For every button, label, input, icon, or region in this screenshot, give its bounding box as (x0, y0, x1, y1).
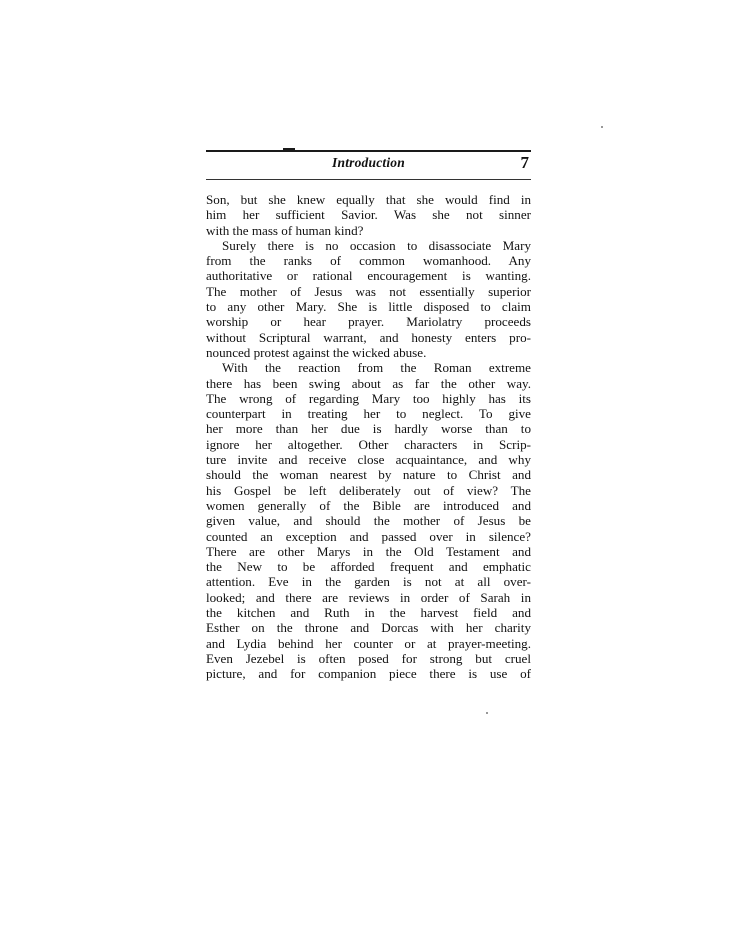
text-line: women generally of the Bible are introduced and (206, 497, 531, 513)
text-line: to any other Mary. She is little disposed to claim (206, 299, 531, 315)
text-line: ignore her altogether. Other characters in Scrip- (206, 436, 531, 452)
text-line: counted an exception and passed over in silence? (206, 528, 531, 544)
header-top-rule (206, 150, 531, 152)
text-line: looked; and there are reviews in order of Sarah in (206, 589, 531, 605)
text-line: and Lydia behind her counter or at prayer-meeting. (206, 635, 531, 651)
text-line: With the reaction from the Roman extreme (222, 360, 531, 376)
text-line: There are other Marys in the Old Testament and (206, 543, 531, 559)
text-line: counterpart in treating her to neglect. To give (206, 406, 531, 422)
text-line: Surely there is no occasion to disassociate Mary (222, 237, 531, 253)
body-text (206, 192, 531, 682)
text-line: worship or hear prayer. Mariolatry proceeds (206, 314, 531, 330)
text-line: with the mass of human kind? (206, 222, 364, 238)
text-line: the kitchen and Ruth in the harvest field and (206, 605, 531, 621)
text-line: Son, but she knew equally that she would find in (206, 192, 531, 207)
header-rule-ornament (283, 148, 295, 152)
page-number: 7 (520, 153, 529, 172)
text-line: him her sufficient Savior. Was she not sinner (206, 207, 531, 223)
text-line: Esther on the throne and Dorcas with her charity (206, 620, 531, 636)
text-line: there has been swing about as far the other way. (206, 375, 531, 391)
text-line: attention. Eve in the garden is not at all over- (206, 574, 531, 590)
text-line: the New to be afforded frequent and emphatic (206, 559, 531, 575)
text-line: The mother of Jesus was not essentially superior (206, 283, 531, 299)
text-line: given value, and should the mother of Jesus be (206, 513, 531, 529)
text-line: The wrong of regarding Mary too highly has its (206, 390, 531, 406)
text-line: without Scriptural warrant, and honesty enters pro- (206, 329, 531, 345)
scan-speck (601, 126, 603, 128)
text-line: her more than her due is hardly worse than to (206, 421, 531, 437)
running-header (206, 155, 531, 175)
running-title: Introduction (332, 155, 405, 170)
text-line: should the woman nearest by nature to Christ and (206, 467, 531, 483)
text-line: his Gospel be left deliberately out of view? The (206, 482, 531, 498)
text-line: nounced protest against the wicked abuse. (206, 344, 427, 360)
header-bottom-rule (206, 179, 531, 180)
text-line: authoritative or rational encouragement is wanting. (206, 268, 531, 284)
scan-speck (486, 712, 488, 714)
text-line: ture invite and receive close acquaintance, and why (206, 452, 531, 468)
text-line: Even Jezebel is often posed for strong but cruel (206, 650, 531, 666)
text-line: from the ranks of common womanhood. Any (206, 253, 531, 269)
text-line: picture, and for companion piece there is use of (206, 666, 531, 682)
